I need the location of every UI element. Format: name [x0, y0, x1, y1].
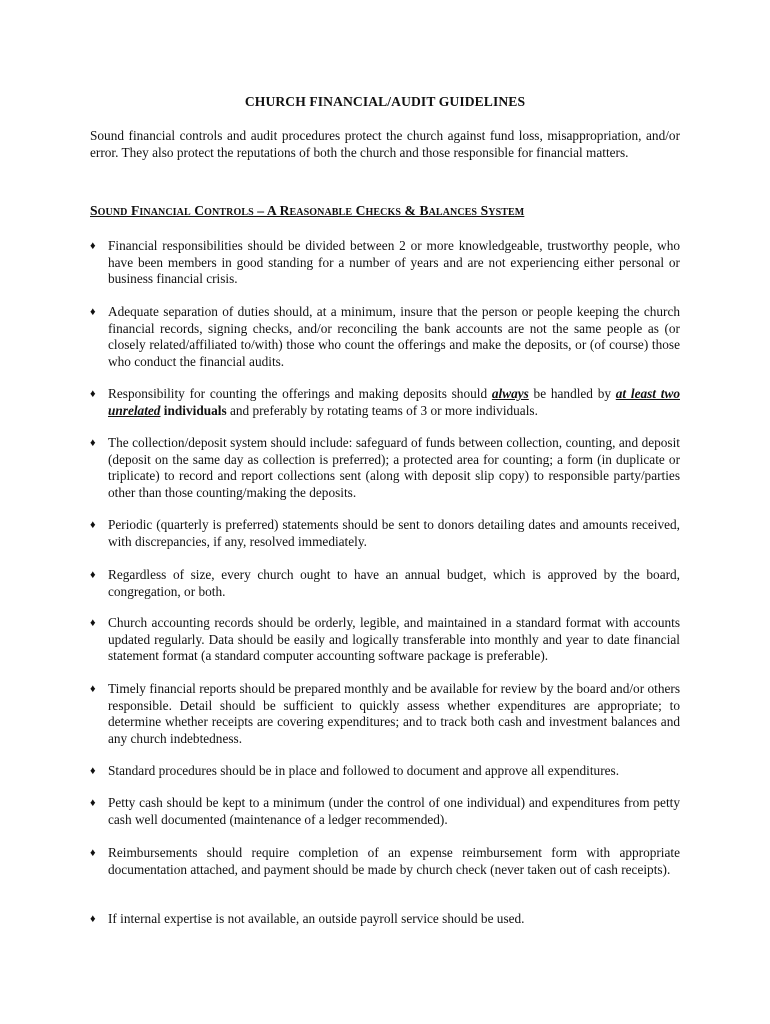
list-item	[90, 567, 680, 600]
list-item	[90, 845, 680, 878]
list-item	[90, 615, 680, 665]
bullet-diamond-icon: ♦	[90, 519, 96, 531]
section-heading: Sound Financial Controls – A Reasonable Checks & Balances System	[90, 203, 525, 218]
bullet-diamond-icon: ♦	[90, 388, 96, 400]
intro-paragraph: Sound financial controls and audit procedures protect the church against fund loss, misappropriation, and/or error. They also protect the reputations of both the church and those responsible for financial matters.	[90, 128, 680, 160]
bullet-diamond-icon: ♦	[90, 617, 96, 629]
list-item-text: Periodic (quarterly is preferred) statements should be sent to donors detailing dates and amounts received, with discrepancies, if any, resolved immediately.	[108, 517, 680, 549]
list-item-text	[108, 386, 680, 419]
emphasis-always: always	[491, 386, 529, 401]
list-item	[90, 238, 680, 288]
list-item	[90, 304, 680, 370]
list-item-text: Regardless of size, every church ought to have an annual budget, which is approved by the board, congregation, or both.	[108, 567, 680, 599]
emphasis-at-least-two-unrelated: at least two unrelated	[108, 386, 680, 418]
list-item-text: Standard procedures should be in place and followed to document and approve all expenditures.	[108, 763, 620, 778]
list-item	[90, 386, 680, 419]
list-item	[90, 681, 680, 747]
list-item-text: The collection/deposit system should include: safeguard of funds between collection, counting, and deposit (deposit on the same day as collection is preferred); a protected area for counting; a form (in duplicate or triplicate) to record and report collections sent (along with deposit slip copy) to responsible party/parties other than those counting/making the deposits.	[108, 435, 680, 500]
bullet-diamond-icon: ♦	[90, 913, 96, 925]
list-item-text: If internal expertise is not available, an outside payroll service should be used.	[108, 911, 525, 926]
bullet-diamond-icon: ♦	[90, 437, 96, 449]
list-item-text: Adequate separation of duties should, at a minimum, insure that the person or people keeping the church financial records, signing checks, and/or reconciling the bank accounts are not the same people as (or closely related/affiliated to/with) those who count the offerings and make the deposits, or (of course) those who conduct the financial audits.	[108, 304, 680, 369]
list-item	[90, 435, 680, 501]
list-item	[90, 763, 680, 780]
bullet-diamond-icon: ♦	[90, 569, 96, 581]
list-item-text: Reimbursements should require completion of an expense reimbursement form with appropriate documentation attached, and payment should be made by church check (never taken out of cash receipts).	[108, 845, 680, 877]
bullet-diamond-icon: ♦	[90, 847, 96, 859]
list-item	[90, 795, 680, 828]
bullet-diamond-icon: ♦	[90, 240, 96, 252]
bullet-diamond-icon: ♦	[90, 765, 96, 777]
list-item-text-part: Responsibility for counting the offerings and making deposits should	[108, 386, 492, 401]
bullet-diamond-icon: ♦	[90, 306, 96, 318]
list-item-text: Church accounting records should be orderly, legible, and maintained in a standard format with accounts updated regularly. Data should be easily and logically transferable into monthly and year to date financial statement format (a standard computer accounting software package is preferable).	[108, 615, 680, 664]
list-item-text: Financial responsibilities should be divided between 2 or more knowledgeable, trustworthy people, who have been members in good standing for a number of years and are not experiencing either personal or business financial crisis.	[108, 238, 680, 287]
page-title: CHURCH FINANCIAL/AUDIT GUIDELINES	[244, 94, 526, 109]
list-item-text-part: and preferably by rotating teams of 3 or more individuals.	[226, 402, 538, 418]
list-item	[90, 911, 680, 928]
list-item-text: Timely financial reports should be prepared monthly and be available for review by the board and/or others responsible. Detail should be sufficient to quickly assess whether expenditures are appropriate; to determine whether receipts are covering expenditures; and to track both cash and investment balances and any church indebtedness.	[108, 681, 680, 746]
emphasis-individuals: individuals	[160, 402, 227, 418]
bullet-diamond-icon: ♦	[90, 797, 96, 809]
list-item-text: Petty cash should be kept to a minimum (under the control of one individual) and expenditures from petty cash well documented (maintenance of a ledger recommended).	[108, 795, 680, 827]
list-item-text-part: be handled by	[528, 386, 616, 401]
bullet-diamond-icon: ♦	[90, 683, 96, 695]
list-item	[90, 517, 680, 550]
